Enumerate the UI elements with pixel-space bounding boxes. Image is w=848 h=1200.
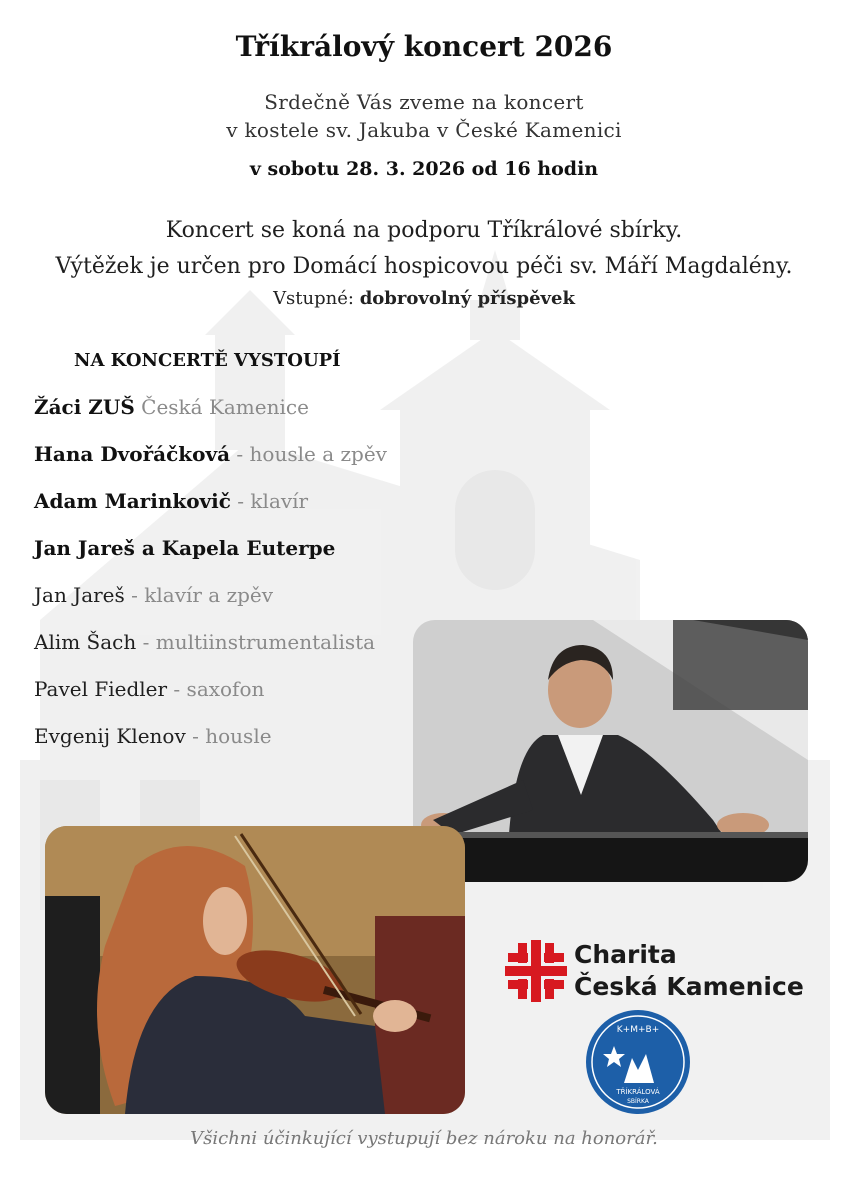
performer-role: Česká Kamenice <box>134 395 309 419</box>
performer-name: Jan Jareš a Kapela Euterpe <box>34 536 336 560</box>
performer-item <box>34 677 264 701</box>
footer-note: Všichni účinkující vystupují bez nároku na honorář. <box>190 1128 658 1149</box>
performer-item <box>34 536 335 560</box>
svg-text:TŘÍKRÁLOVÁ: TŘÍKRÁLOVÁ <box>616 1088 660 1096</box>
performer-item <box>34 442 387 466</box>
admission <box>0 288 848 309</box>
invitation-line-2: v kostele sv. Jakuba v České Kamenici <box>226 118 622 142</box>
performer-name: Evgenij Klenov <box>34 724 186 748</box>
performers-heading: NA KONCERTĚ VYSTOUPÍ <box>74 350 341 371</box>
support-line-1: Koncert se koná na podporu Tříkrálové sbírky. <box>165 218 683 243</box>
svg-text:SBÍRKA: SBÍRKA <box>627 1098 649 1105</box>
svg-text:K+M+B+: K+M+B+ <box>616 1025 660 1035</box>
pianist-photo <box>413 620 808 882</box>
admission-value: dobrovolný příspěvek <box>359 288 575 309</box>
charita-cross-icon <box>505 940 567 1002</box>
performer-name: Pavel Fiedler <box>34 677 168 701</box>
performer-role: - klavír <box>230 489 309 513</box>
performer-item <box>34 489 308 513</box>
trikralova-sbirka-logo <box>584 1008 692 1116</box>
performer-name: Hana Dvořáčková <box>34 442 231 466</box>
performer-role: - klavír a zpěv <box>124 583 274 607</box>
performer-item <box>34 395 309 419</box>
performer-item <box>34 630 375 654</box>
support-line-2: Výtěžek je určen pro Domácí hospicovou péči sv. Máří Magdalény. <box>55 254 793 279</box>
performer-name: Adam Marinkovič <box>34 489 231 513</box>
performer-name: Žáci ZUŠ <box>34 395 135 419</box>
performer-role: - housle a zpěv <box>230 442 387 466</box>
event-date: v sobotu 28. 3. 2026 od 16 hodin <box>249 158 599 180</box>
charita-name-line-1: Charita <box>574 940 677 969</box>
performer-role: - housle <box>185 724 272 748</box>
admission-label: Vstupné: <box>273 288 360 309</box>
performer-item <box>34 583 273 607</box>
page-title: Tříkrálový koncert 2026 <box>235 30 613 63</box>
invitation-line-1: Srdečně Vás zveme na koncert <box>264 90 584 114</box>
violinist-photo <box>45 826 465 1114</box>
performer-name: Jan Jareš <box>34 583 125 607</box>
performer-role: - multiinstrumentalista <box>136 630 376 654</box>
performer-role: - saxofon <box>167 677 265 701</box>
charita-name-line-2: Česká Kamenice <box>574 972 804 1001</box>
performer-item <box>34 724 272 748</box>
performer-name: Alim Šach <box>34 630 137 654</box>
